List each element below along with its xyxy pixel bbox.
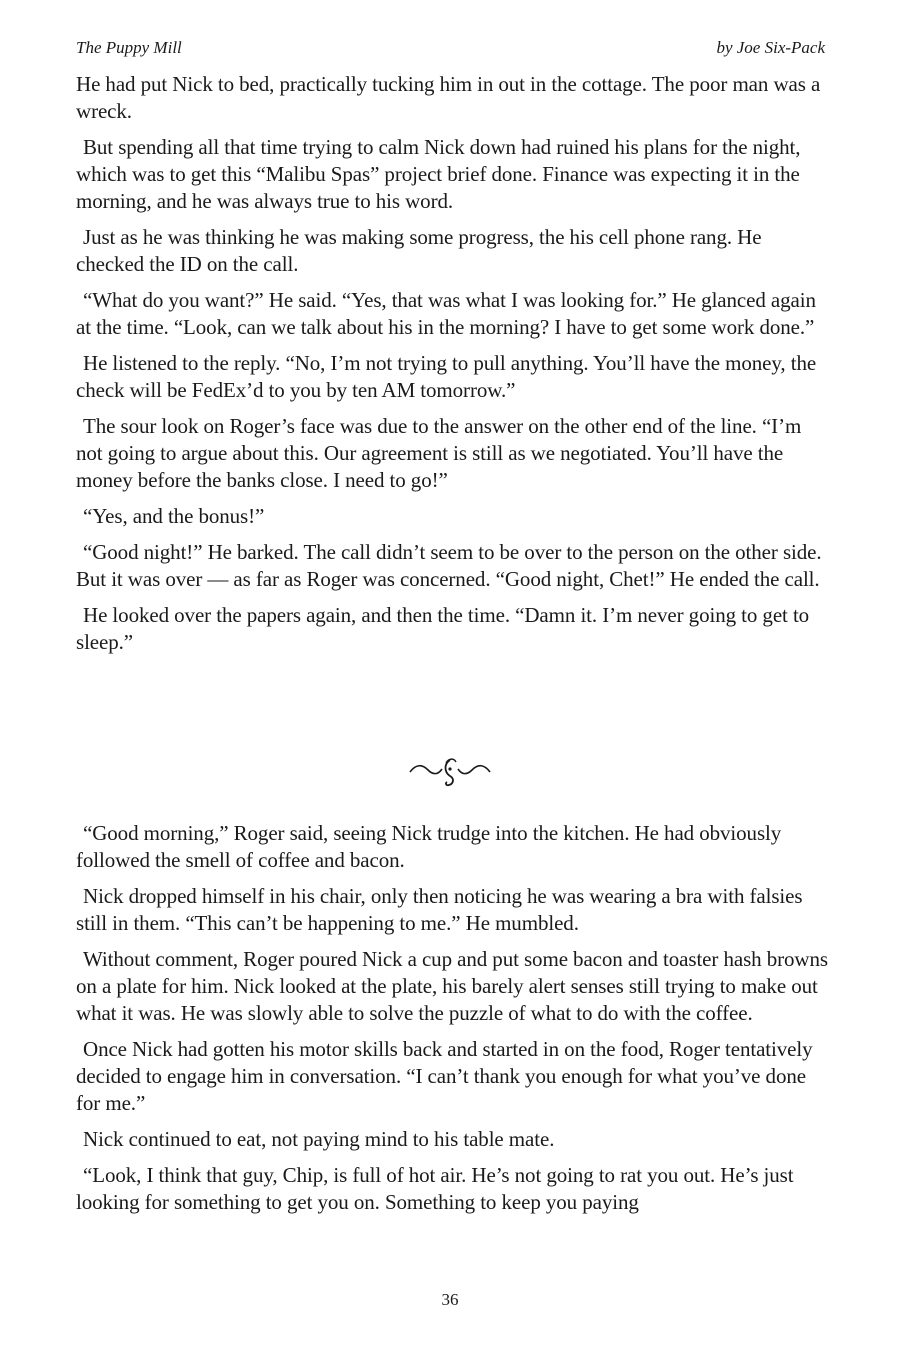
- paragraph: He listened to the reply. “No, I’m not trying to pull anything. You’ll have the money, the check will be FedEx’d to you by ten AM tomorrow.”: [76, 351, 817, 402]
- paragraph: Nick dropped himself in his chair, only then noticing he was wearing a bra with falsies still in them. “This can’t be happening to me.” He mumbled.: [76, 884, 803, 935]
- paragraph: But spending all that time trying to calm Nick down had ruined his plans for the night, which was to get this “Malibu Spas” project brief done. Finance was expecting it in the morning, and he was always true to his word.: [76, 135, 801, 213]
- page-number: 36: [441, 1290, 459, 1309]
- book-title: The Puppy Mill: [76, 38, 182, 57]
- paragraph: “What do you want?” He said. “Yes, that was what I was looking for.” He glanced again at the time. “Look, can we talk about his in the morning? I have to get some work done.”: [76, 288, 816, 339]
- paragraph: Once Nick had gotten his motor skills back and started in on the food, Roger tentatively decided to engage him in conversation. “I can’t thank you enough for what you’ve done for me.”: [76, 1037, 813, 1115]
- paragraph: He looked over the papers again, and then the time. “Damn it. I’m never going to get to sleep.”: [76, 603, 810, 654]
- paragraph: “Look, I think that guy, Chip, is full of hot air. He’s not going to rat you out. He’s just looking for something to get you on. Something to keep you paying: [76, 1163, 794, 1214]
- author-byline: by Joe Six-Pack: [716, 38, 825, 57]
- paragraph: He had put Nick to bed, practically tucking him in out in the cottage. The poor man was a wreck.: [76, 72, 821, 123]
- paragraph: “Good night!” He barked. The call didn’t seem to be over to the person on the other side. But it was over — as far as Roger was concerned. “Good night, Chet!” He ended the call.: [76, 540, 822, 591]
- running-header: [76, 38, 825, 58]
- paragraph: The sour look on Roger’s face was due to the answer on the other end of the line. “I’m not going to argue about this. Our agreement is still as we negotiated. You’ll have the money before the banks close. I need to go!”: [76, 414, 802, 492]
- paragraph: Without comment, Roger poured Nick a cup and put some bacon and toaster hash browns on a plate for him. Nick looked at the plate, his barely alert senses still trying to make out what it was. He was slowly able to solve the puzzle of what to do with the coffee.: [76, 947, 828, 1025]
- section-1-text: [76, 71, 828, 665]
- paragraph: Just as he was thinking he was making some progress, the his cell phone rang. He checked the ID on the call.: [76, 225, 762, 276]
- section-break-ornament-icon: [400, 752, 500, 788]
- paragraph: “Yes, and the bonus!”: [83, 504, 265, 528]
- paragraph: “Good morning,” Roger said, seeing Nick trudge into the kitchen. He had obviously followed the smell of coffee and bacon.: [76, 821, 782, 872]
- paragraph: Nick continued to eat, not paying mind to his table mate.: [83, 1127, 555, 1151]
- section-2-text: [76, 820, 828, 1225]
